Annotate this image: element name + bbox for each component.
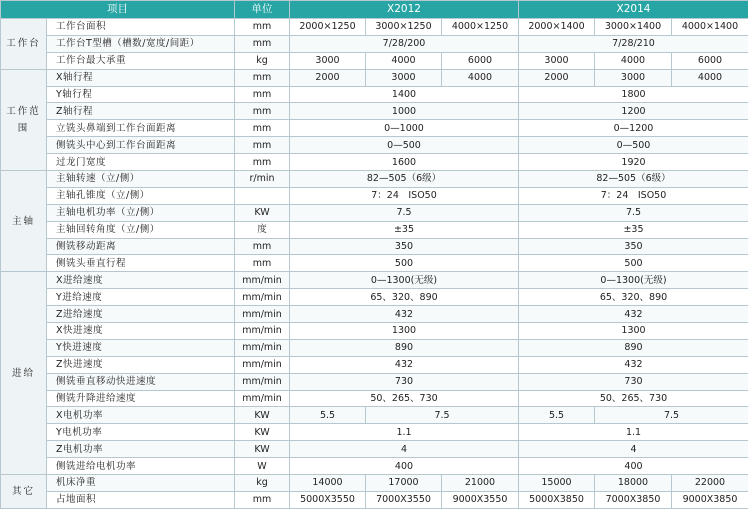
value-cell: 7：24 ISO50 — [519, 187, 748, 204]
value-cell: 0—500 — [519, 137, 748, 154]
item-label: 主轴孔锥度（立/侧） — [47, 187, 235, 204]
value-cell: 5000X3550 — [290, 491, 366, 508]
value-cell: 22000 — [672, 475, 748, 492]
item-label: X快进速度 — [47, 323, 235, 340]
value-cell: 3000 — [595, 69, 672, 86]
table-row — [1, 187, 748, 204]
value-cell: 3000 — [366, 69, 442, 86]
item-label: 侧铣垂直移动快进速度 — [47, 373, 235, 390]
value-cell: 4000×1250 — [442, 19, 519, 36]
item-label: Z电机功率 — [47, 441, 235, 458]
table-row — [1, 373, 748, 390]
item-label: 侧铣移动距离 — [47, 238, 235, 255]
table-row — [1, 120, 748, 137]
item-label: 工作台T型槽（槽数/宽度/间距） — [47, 35, 235, 52]
value-cell: 14000 — [290, 475, 366, 492]
unit-cell: mm/min — [235, 272, 290, 289]
value-cell: ±35 — [519, 221, 748, 238]
value-cell: 2000 — [519, 69, 595, 86]
table-row — [1, 441, 748, 458]
value-cell: 17000 — [366, 475, 442, 492]
value-cell: 50、265、730 — [519, 390, 748, 407]
item-label: Z进给速度 — [47, 306, 235, 323]
unit-cell: mm — [235, 238, 290, 255]
value-cell: 7.5 — [519, 204, 748, 221]
value-cell: ±35 — [290, 221, 519, 238]
item-label: 立铣头鼻端到工作台面距离 — [47, 120, 235, 137]
unit-cell: mm — [235, 69, 290, 86]
table-row — [1, 221, 748, 238]
value-cell: 500 — [290, 255, 519, 272]
item-label: Y进给速度 — [47, 289, 235, 306]
spec-body — [1, 19, 748, 509]
value-cell: 3000 — [290, 52, 366, 69]
group-label: 工作台 — [1, 19, 47, 70]
unit-cell: mm/min — [235, 356, 290, 373]
table-row — [1, 255, 748, 272]
table-row — [1, 407, 748, 424]
value-cell: 890 — [519, 339, 748, 356]
value-cell: 2000 — [290, 69, 366, 86]
value-cell: 7.5 — [290, 204, 519, 221]
value-cell: 15000 — [519, 475, 595, 492]
value-cell: 432 — [519, 356, 748, 373]
value-cell: 82—505（6级） — [290, 171, 519, 188]
value-cell: 1300 — [290, 323, 519, 340]
item-label: Y电机功率 — [47, 424, 235, 441]
value-cell: 730 — [290, 373, 519, 390]
value-cell: 5.5 — [519, 407, 595, 424]
value-cell: 1400 — [290, 86, 519, 103]
item-label: Z轴行程 — [47, 103, 235, 120]
table-row — [1, 238, 748, 255]
value-cell: 5000X3850 — [519, 491, 595, 508]
value-cell: 82—505（6级） — [519, 171, 748, 188]
value-cell: 1000 — [290, 103, 519, 120]
table-row — [1, 272, 748, 289]
value-cell: 9000X3550 — [442, 491, 519, 508]
unit-cell: KW — [235, 407, 290, 424]
item-label: Y快进速度 — [47, 339, 235, 356]
unit-cell: mm — [235, 103, 290, 120]
unit-cell: mm/min — [235, 289, 290, 306]
value-cell: 7000X3850 — [595, 491, 672, 508]
table-row — [1, 52, 748, 69]
item-label: 侧铣头垂直行程 — [47, 255, 235, 272]
item-label: 侧铣进给电机功率 — [47, 458, 235, 475]
value-cell: 1600 — [290, 154, 519, 171]
value-cell: 50、265、730 — [290, 390, 519, 407]
unit-cell: KW — [235, 204, 290, 221]
header-item: 项目 — [1, 1, 235, 19]
value-cell: 350 — [519, 238, 748, 255]
table-row — [1, 35, 748, 52]
value-cell: 432 — [290, 356, 519, 373]
unit-cell: r/min — [235, 171, 290, 188]
unit-cell — [235, 187, 290, 204]
unit-cell: mm/min — [235, 306, 290, 323]
unit-cell: W — [235, 458, 290, 475]
table-row — [1, 137, 748, 154]
value-cell: 1300 — [519, 323, 748, 340]
value-cell: 65、320、890 — [290, 289, 519, 306]
unit-cell: mm — [235, 35, 290, 52]
value-cell: 5.5 — [290, 407, 366, 424]
table-row — [1, 19, 748, 36]
unit-cell: kg — [235, 475, 290, 492]
value-cell: 1.1 — [519, 424, 748, 441]
item-label: 侧铣升降进给速度 — [47, 390, 235, 407]
value-cell: 4000 — [595, 52, 672, 69]
value-cell: 7.5 — [366, 407, 519, 424]
unit-cell: mm — [235, 120, 290, 137]
item-label: Y轴行程 — [47, 86, 235, 103]
value-cell: 6000 — [442, 52, 519, 69]
value-cell: 21000 — [442, 475, 519, 492]
unit-cell: mm — [235, 137, 290, 154]
value-cell: 0—1300(无级) — [290, 272, 519, 289]
table-row — [1, 154, 748, 171]
value-cell: 6000 — [672, 52, 748, 69]
value-cell: 0—1000 — [290, 120, 519, 137]
item-label: 主轴电机功率（立/侧） — [47, 204, 235, 221]
table-row — [1, 356, 748, 373]
item-label: 工作台面积 — [47, 19, 235, 36]
table-row — [1, 458, 748, 475]
value-cell: 7.5 — [595, 407, 748, 424]
table-row — [1, 306, 748, 323]
unit-cell: mm — [235, 154, 290, 171]
unit-cell: 度 — [235, 221, 290, 238]
header-unit: 单位 — [235, 1, 290, 19]
item-label: 侧铣头中心到工作台面距离 — [47, 137, 235, 154]
value-cell: 432 — [519, 306, 748, 323]
unit-cell: mm — [235, 491, 290, 508]
item-label: Z快进速度 — [47, 356, 235, 373]
value-cell: 0—500 — [290, 137, 519, 154]
group-label: 其它 — [1, 475, 47, 509]
item-label: 主轴转速（立/侧） — [47, 171, 235, 188]
value-cell: 3000 — [519, 52, 595, 69]
value-cell: 400 — [519, 458, 748, 475]
table-row — [1, 339, 748, 356]
value-cell: 4 — [290, 441, 519, 458]
item-label: 过龙门宽度 — [47, 154, 235, 171]
value-cell: 0—1200 — [519, 120, 748, 137]
unit-cell: KW — [235, 441, 290, 458]
group-label: 工作范围 — [1, 69, 47, 170]
table-row — [1, 289, 748, 306]
value-cell: 65、320、890 — [519, 289, 748, 306]
value-cell: 9000X3850 — [672, 491, 748, 508]
value-cell: 18000 — [595, 475, 672, 492]
value-cell: 4 — [519, 441, 748, 458]
item-label: 主轴回转角度（立/侧） — [47, 221, 235, 238]
unit-cell: mm — [235, 19, 290, 36]
value-cell: 890 — [290, 339, 519, 356]
item-label: X轴行程 — [47, 69, 235, 86]
table-row — [1, 171, 748, 188]
header-model-x2012: X2012 — [290, 1, 519, 19]
value-cell: 7/28/200 — [290, 35, 519, 52]
value-cell: 3000×1400 — [595, 19, 672, 36]
group-label: 主轴 — [1, 171, 47, 272]
value-cell: 2000×1250 — [290, 19, 366, 36]
table-row — [1, 103, 748, 120]
value-cell: 4000 — [442, 69, 519, 86]
group-label: 进给 — [1, 272, 47, 475]
item-label: X进给速度 — [47, 272, 235, 289]
unit-cell: KW — [235, 424, 290, 441]
value-cell: 0—1300(无级) — [519, 272, 748, 289]
item-label: 机床净重 — [47, 475, 235, 492]
unit-cell: mm/min — [235, 339, 290, 356]
value-cell: 432 — [290, 306, 519, 323]
value-cell: 1.1 — [290, 424, 519, 441]
value-cell: 400 — [290, 458, 519, 475]
table-row — [1, 323, 748, 340]
value-cell: 3000×1250 — [366, 19, 442, 36]
table-row — [1, 475, 748, 492]
header-row — [1, 1, 748, 19]
value-cell: 1800 — [519, 86, 748, 103]
unit-cell: mm/min — [235, 373, 290, 390]
value-cell: 4000×1400 — [672, 19, 748, 36]
header-model-x2014: X2014 — [519, 1, 748, 19]
value-cell: 4000 — [672, 69, 748, 86]
value-cell: 4000 — [366, 52, 442, 69]
unit-cell: mm — [235, 255, 290, 272]
unit-cell: mm/min — [235, 323, 290, 340]
value-cell: 7：24 ISO50 — [290, 187, 519, 204]
value-cell: 1920 — [519, 154, 748, 171]
value-cell: 7/28/210 — [519, 35, 748, 52]
item-label: 占地面积 — [47, 491, 235, 508]
item-label: X电机功率 — [47, 407, 235, 424]
unit-cell: mm — [235, 86, 290, 103]
value-cell: 1200 — [519, 103, 748, 120]
unit-cell: kg — [235, 52, 290, 69]
table-row — [1, 491, 748, 508]
value-cell: 2000×1400 — [519, 19, 595, 36]
table-row — [1, 86, 748, 103]
value-cell: 7000X3550 — [366, 491, 442, 508]
table-row — [1, 424, 748, 441]
value-cell: 350 — [290, 238, 519, 255]
table-row — [1, 69, 748, 86]
unit-cell: mm/min — [235, 390, 290, 407]
item-label: 工作台最大承重 — [47, 52, 235, 69]
value-cell: 730 — [519, 373, 748, 390]
table-row — [1, 204, 748, 221]
table-row — [1, 390, 748, 407]
value-cell: 500 — [519, 255, 748, 272]
